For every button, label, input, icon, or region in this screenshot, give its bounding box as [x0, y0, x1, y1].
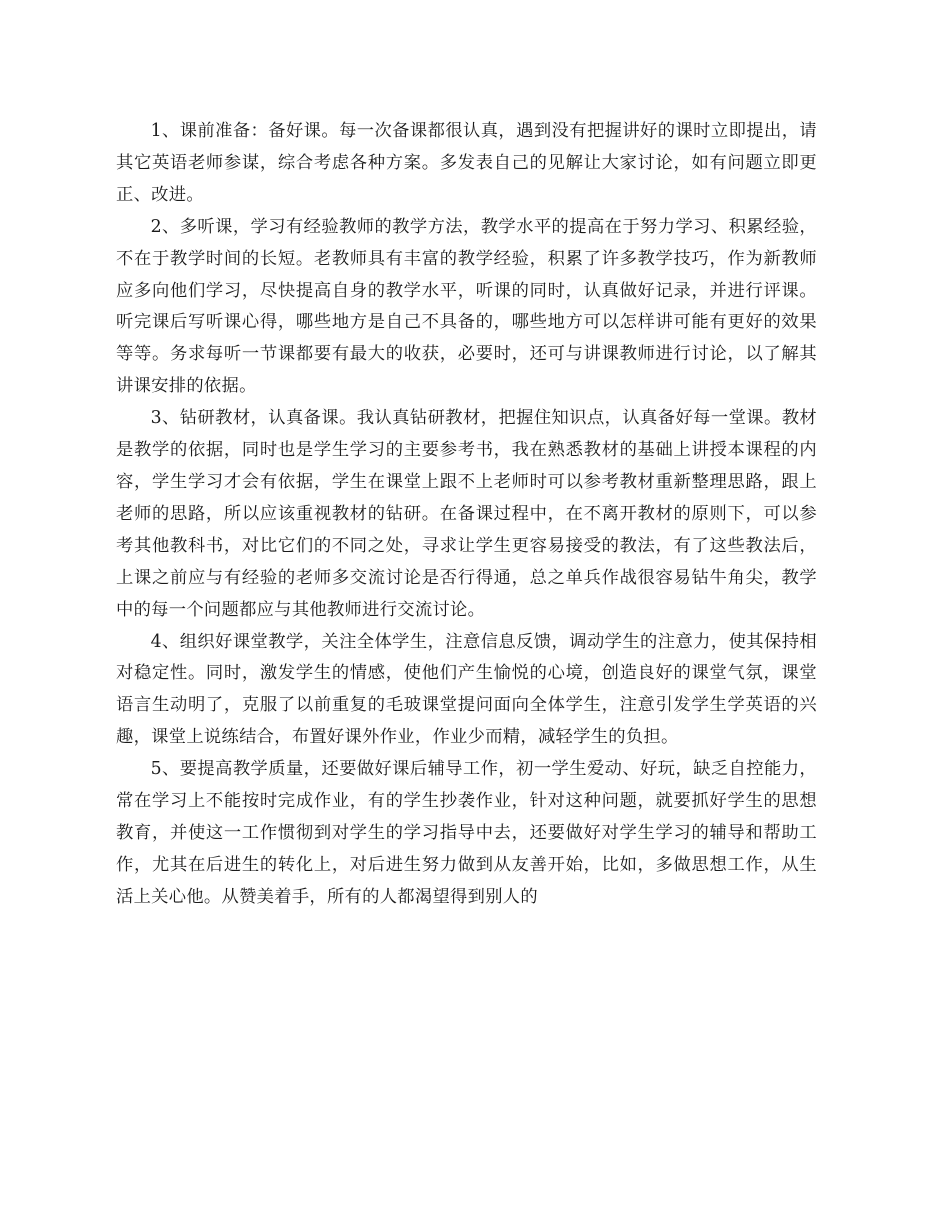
paragraph-lesson-preparation: 1、课前准备：备好课。每一次备课都很认真，遇到没有把握讲好的课时立即提出，请其它英语老师参谋，综合考虑各种方案。多发表自己的见解让大家讨论，如有问题立即更正、改进。: [116, 121, 817, 205]
paragraph-study-textbook: 3、钻研教材，认真备课。我认真钻研教材，把握住知识点，认真备好每一堂课。教材是教学的依据，同时也是学生学习的主要参考书，我在熟悉教材的基础上讲授本课程的内容，学生学习才会有依据，学生在课堂上跟不上老师时可以参考教材重新整理思路，跟上老师的思路，所以应该重视教材的钻研。在备课过程中，在不离开教材的原则下，可以参考其他教科书，对比它们的不同之处，寻求让学生更容易接受的教法，有了这些教法后，上课之前应与有经验的老师多交流讨论是否行得通，总之单兵作战很容易钻牛角尖，教学中的每一个问题都应与其他教师进行交流讨论。: [116, 408, 817, 620]
paragraph-observe-lessons: 2、多听课，学习有经验教师的教学方法，教学水平的提高在于努力学习、积累经验，不在于教学时间的长短。老教师具有丰富的教学经验，积累了许多教学技巧，作为新教师应多向他们学习，尽快提高自身的教学水平，听课的同时，认真做好记录，并进行评课。听完课后写听课心得，哪些地方是自己不具备的，哪些地方可以怎样讲可能有更好的效果等等。务求每听一节课都要有最大的收获，必要时，还可与讲课教师进行讨论，以了解其讲课安排的依据。: [116, 216, 817, 397]
document-body: [116, 116, 817, 914]
paragraph-after-class-tutoring: 5、要提高教学质量，还要做好课后辅导工作，初一学生爱动、好玩，缺乏自控能力，常在学习上不能按时完成作业，有的学生抄袭作业，针对这种问题，就要抓好学生的思想教育，并使这一工作惯彻到对学生的学习指导中去，还要做好对学生学习的辅导和帮助工作，尤其在后进生的转化上，对后进生努力做到从友善开始，比如，多做思想工作，从生活上关心他。从赞美着手，所有的人都渴望得到别人的: [116, 759, 817, 907]
paragraph-classroom-teaching: 4、组织好课堂教学，关注全体学生，注意信息反馈，调动学生的注意力，使其保持相对稳定性。同时，激发学生的情感，使他们产生愉悦的心境，创造良好的课堂气氛，课堂语言生动明了，克服了以前重复的毛玻课堂提问面向全体学生，注意引发学生学英语的兴趣，课堂上说练结合，布置好课外作业，作业少而精，减轻学生的负担。: [116, 631, 817, 748]
